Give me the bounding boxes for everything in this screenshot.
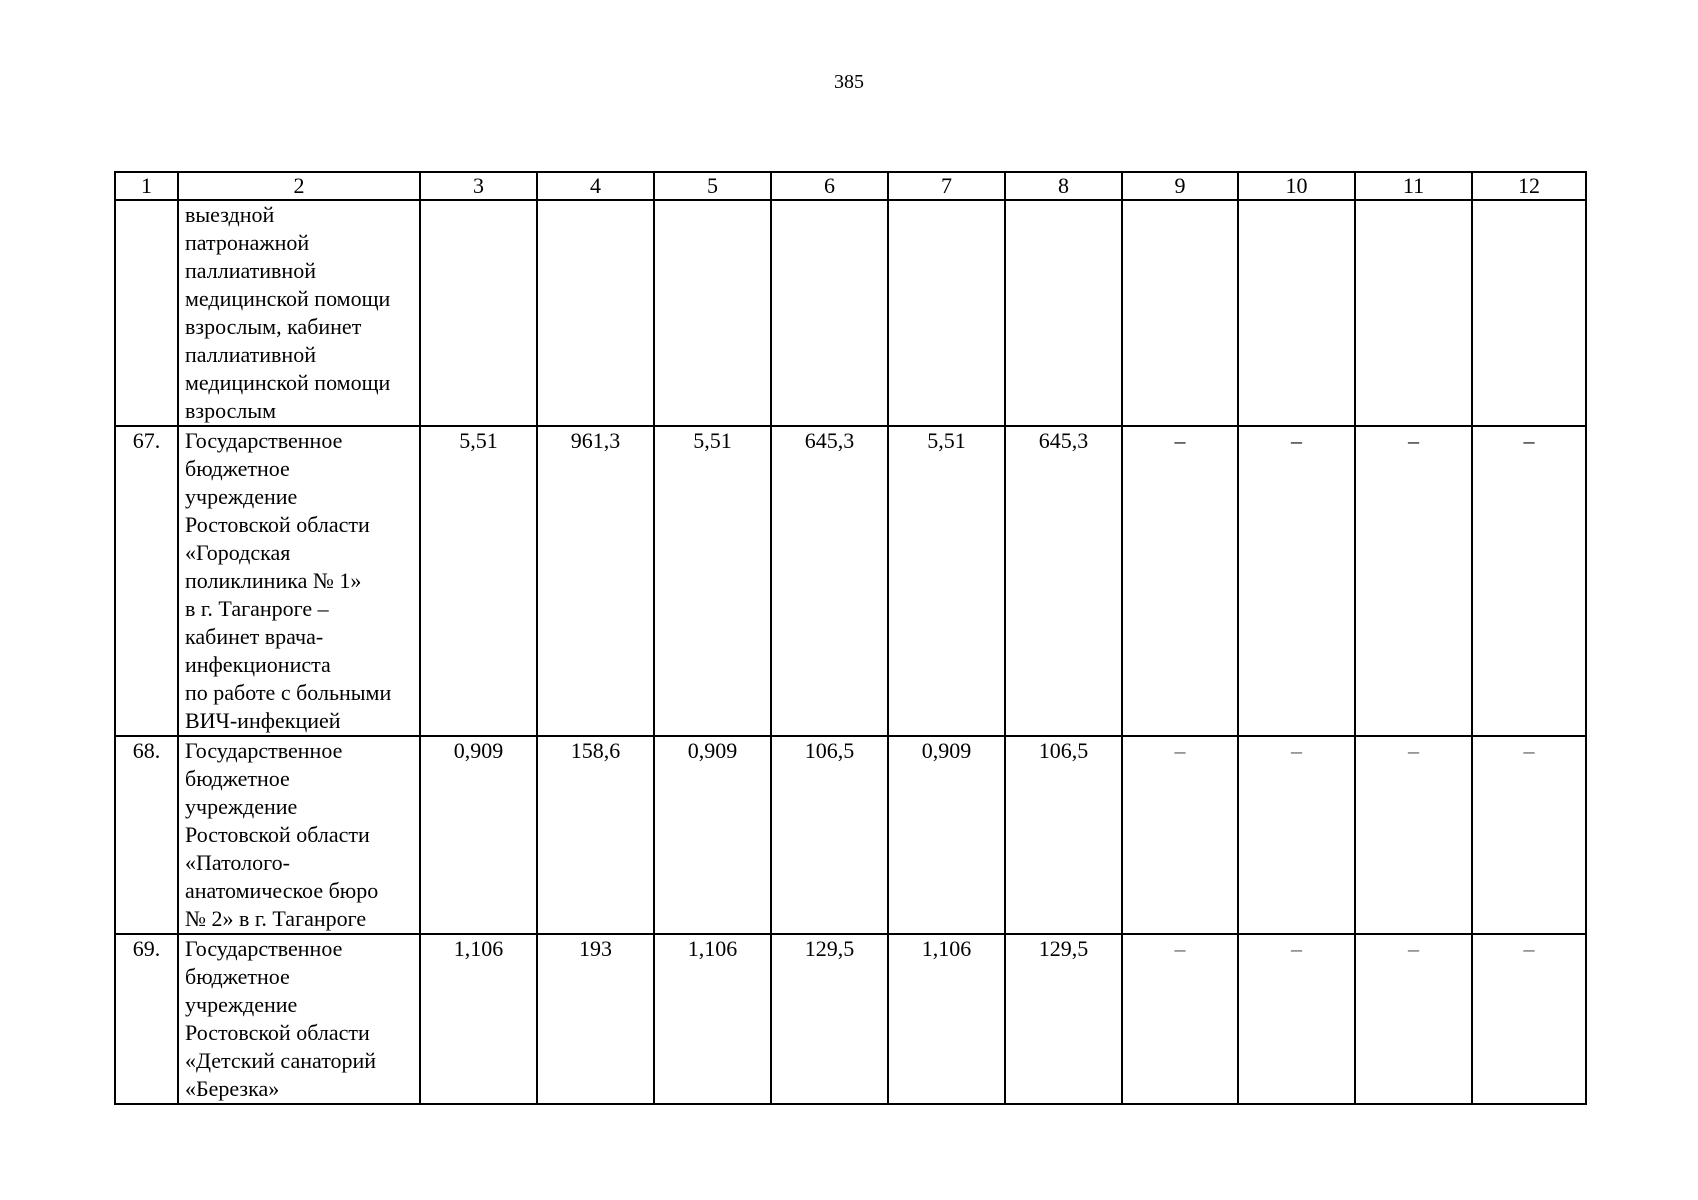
value-cell-col-12: – <box>1472 934 1586 1104</box>
row-number-cell: 67. <box>115 426 178 736</box>
value-cell-col-6: 129,5 <box>771 934 888 1104</box>
value-cell-col-9: – <box>1122 736 1238 934</box>
table-body <box>115 200 1586 1104</box>
institution-name-line: Государственное <box>185 428 343 453</box>
value-cell-col-10 <box>1238 200 1355 426</box>
value-cell-col-10: – <box>1238 426 1355 736</box>
institution-name-cell <box>178 200 420 426</box>
value-cell-col-4 <box>537 200 654 426</box>
value-cell-col-5 <box>654 200 771 426</box>
value-cell-col-11: – <box>1355 736 1472 934</box>
value-cell-col-11: – <box>1355 426 1472 736</box>
row-number-cell: 68. <box>115 736 178 934</box>
data-table <box>114 171 1587 1105</box>
institution-name-line: анатомическое бюро <box>185 878 379 903</box>
column-header: 1 <box>115 172 178 200</box>
institution-name-line: поликлиника № 1» <box>185 568 362 593</box>
value-cell-col-3: 0,909 <box>420 736 537 934</box>
value-cell-col-8 <box>1005 200 1122 426</box>
value-cell-col-10: – <box>1238 736 1355 934</box>
table-row <box>115 200 1586 426</box>
institution-name-line: медицинской помощи <box>185 370 391 395</box>
institution-name-line: № 2» в г. Таганроге <box>185 906 367 931</box>
institution-name-line: Государственное <box>185 738 343 763</box>
value-cell-col-7: 1,106 <box>888 934 1005 1104</box>
value-cell-col-9: – <box>1122 426 1238 736</box>
institution-name-line: выездной <box>185 202 275 227</box>
value-cell-col-4: 158,6 <box>537 736 654 934</box>
institution-name-line: патронажной <box>185 230 310 255</box>
institution-name-line: «Березка» <box>185 1076 280 1101</box>
column-header: 4 <box>537 172 654 200</box>
institution-name-line: бюджетное <box>185 766 290 791</box>
institution-name-line: медицинской помощи <box>185 286 391 311</box>
value-cell-col-10: – <box>1238 934 1355 1104</box>
value-cell-col-8: 129,5 <box>1005 934 1122 1104</box>
institution-name-line: по работе с больными <box>185 680 392 705</box>
column-header: 9 <box>1122 172 1238 200</box>
column-header: 6 <box>771 172 888 200</box>
value-cell-col-11 <box>1355 200 1472 426</box>
value-cell-col-9 <box>1122 200 1238 426</box>
institution-name-line: учреждение <box>185 794 298 819</box>
column-header: 8 <box>1005 172 1122 200</box>
column-header: 7 <box>888 172 1005 200</box>
value-cell-col-6: 106,5 <box>771 736 888 934</box>
value-cell-col-3 <box>420 200 537 426</box>
table-row <box>115 934 1586 1104</box>
row-number-cell: 69. <box>115 934 178 1104</box>
value-cell-col-12: – <box>1472 426 1586 736</box>
column-header: 2 <box>178 172 420 200</box>
page-number: 385 <box>834 71 864 93</box>
value-cell-col-7: 5,51 <box>888 426 1005 736</box>
institution-name-line: «Патолого- <box>185 850 290 875</box>
value-cell-col-8: 645,3 <box>1005 426 1122 736</box>
institution-name-line: паллиативной <box>185 342 316 367</box>
row-number-cell <box>115 200 178 426</box>
value-cell-col-12 <box>1472 200 1586 426</box>
institution-name-cell <box>178 934 420 1104</box>
column-header: 5 <box>654 172 771 200</box>
institution-name-line: Ростовской области <box>185 1020 370 1045</box>
column-header: 12 <box>1472 172 1586 200</box>
institution-name-line: кабинет врача- <box>185 624 324 649</box>
table-row <box>115 426 1586 736</box>
value-cell-col-7: 0,909 <box>888 736 1005 934</box>
institution-name-line: «Детский санаторий <box>185 1048 377 1073</box>
column-header: 11 <box>1355 172 1472 200</box>
institution-name-line: бюджетное <box>185 964 290 989</box>
value-cell-col-5: 5,51 <box>654 426 771 736</box>
institution-name-line: инфекциониста <box>185 652 331 677</box>
institution-name-line: паллиативной <box>185 258 316 283</box>
institution-name-line: «Городская <box>185 540 291 565</box>
value-cell-col-3: 1,106 <box>420 934 537 1104</box>
value-cell-col-7 <box>888 200 1005 426</box>
value-cell-col-9: – <box>1122 934 1238 1104</box>
column-header: 10 <box>1238 172 1355 200</box>
value-cell-col-12: – <box>1472 736 1586 934</box>
institution-name-line: ВИЧ-инфекцией <box>185 708 341 733</box>
institution-name-line: Ростовской области <box>185 512 370 537</box>
institution-name-line: Государственное <box>185 936 343 961</box>
value-cell-col-8: 106,5 <box>1005 736 1122 934</box>
institution-name-cell <box>178 736 420 934</box>
institution-name-line: взрослым <box>185 398 277 423</box>
value-cell-col-5: 1,106 <box>654 934 771 1104</box>
value-cell-col-5: 0,909 <box>654 736 771 934</box>
institution-name-line: учреждение <box>185 484 298 509</box>
column-number-header-row <box>115 172 1586 200</box>
value-cell-col-11: – <box>1355 934 1472 1104</box>
column-header: 3 <box>420 172 537 200</box>
institution-name-line: учреждение <box>185 992 298 1017</box>
value-cell-col-3: 5,51 <box>420 426 537 736</box>
value-cell-col-6 <box>771 200 888 426</box>
value-cell-col-4: 961,3 <box>537 426 654 736</box>
institution-name-cell <box>178 426 420 736</box>
value-cell-col-4: 193 <box>537 934 654 1104</box>
table-row <box>115 736 1586 934</box>
value-cell-col-6: 645,3 <box>771 426 888 736</box>
institution-name-line: Ростовской области <box>185 822 370 847</box>
institution-name-line: бюджетное <box>185 456 290 481</box>
institution-name-line: в г. Таганроге – <box>185 596 329 621</box>
institution-name-line: взрослым, кабинет <box>185 314 362 339</box>
